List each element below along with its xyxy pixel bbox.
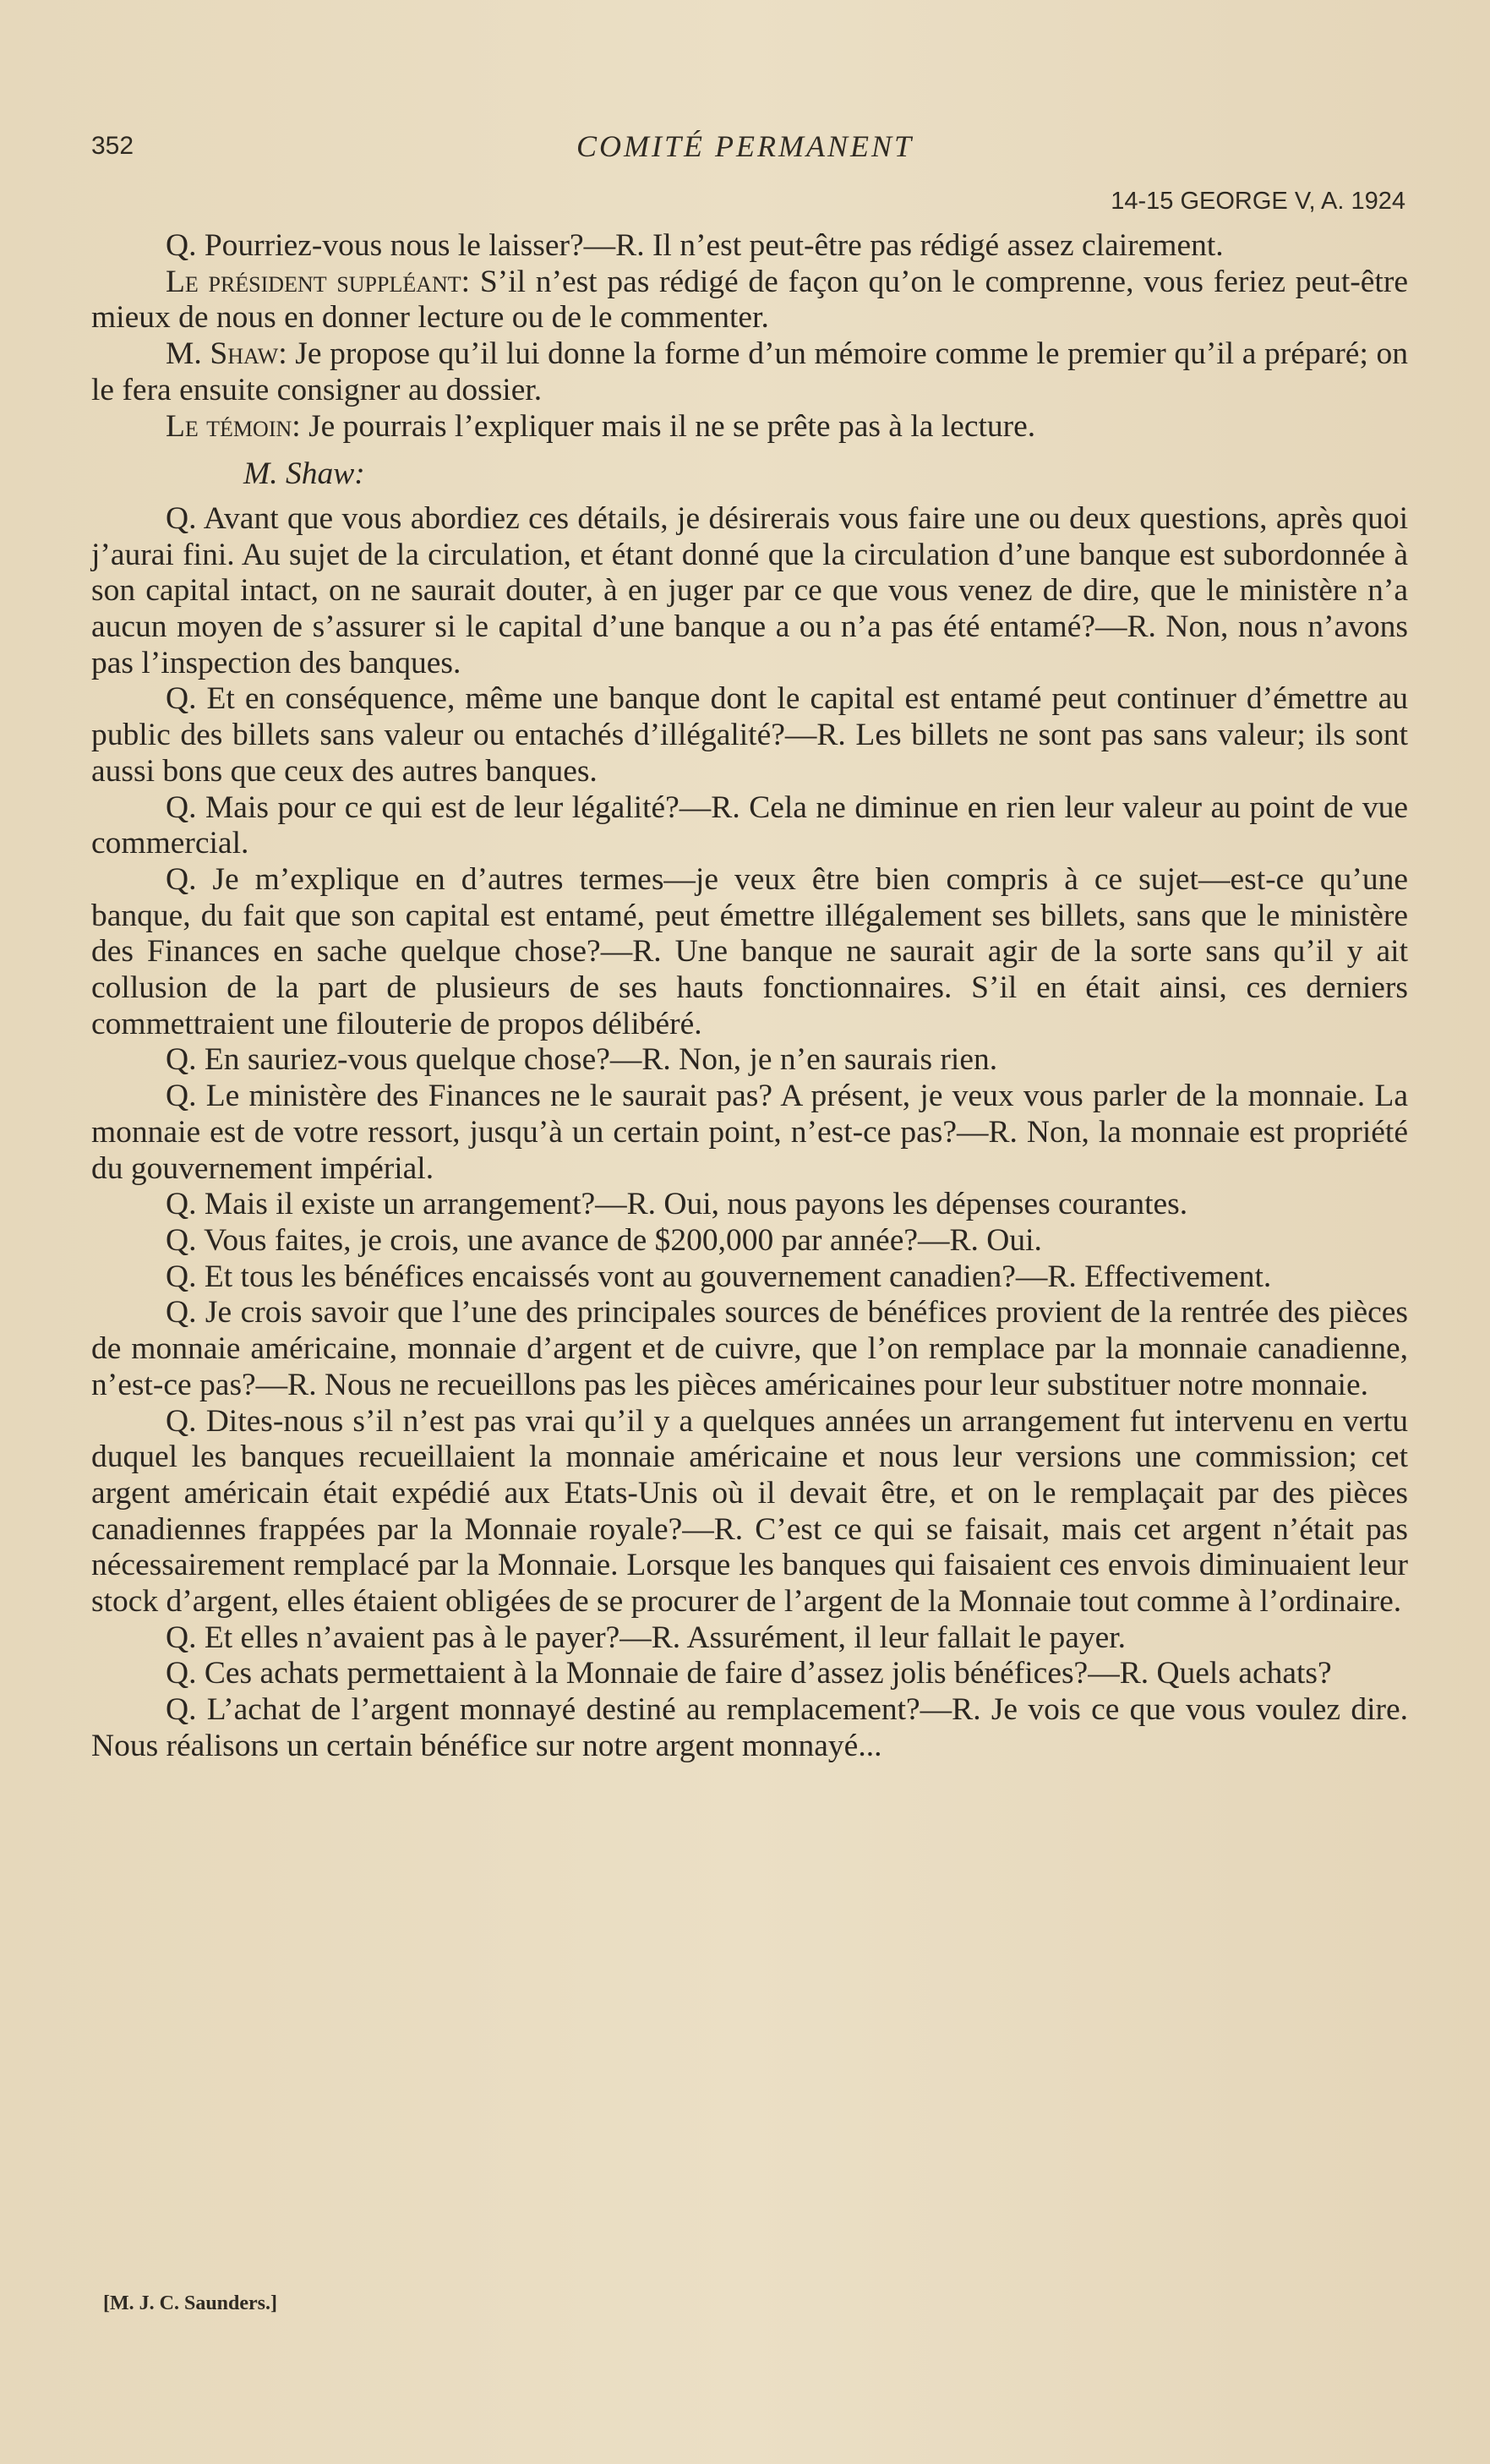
paragraph: Q. Je crois savoir que l’une des principales sources de bénéfices provient de la rentrée des pièces de monnaie américaine, monnaie d’argent et de cuivre, que l’on remplace par la monnaie canadienne, n’est-ce pas?—R. Nous ne recueillons pas les pièces américaines pour leur substituer notre monnaie. xyxy=(91,1295,1408,1402)
paragraph: Q. Mais pour ce qui est de leur légalité?—R. Cela ne diminue en rien leur valeur au point de vue commercial. xyxy=(91,789,1408,861)
transcript-body xyxy=(91,228,1408,1765)
paragraph: Q. Et elles n’avaient pas à le payer?—R. Assurément, il leur fallait le payer. xyxy=(166,1620,1127,1655)
paragraph: Q. Dites-nous s’il n’est pas vrai qu’il y a quelques années un arrangement fut intervenu en vertu duquel les banques recueillaient la monnaie américaine et nous leur versions une commission; cet argent américain était expédié aux Etats-Unis où il devait être, et on le remplaçait par des pièces canadiennes frappées par la Monnaie royale?—R. C’est ce qui se faisait, mais cet argent n’était pas nécessairement remplacé par la Monnaie. Lorsque les banques qui faisaient ces envois diminuaient leur stock d’argent, elles étaient obligées de se procurer de l’argent de la Monnaie tout comme à l’ordinaire. xyxy=(91,1403,1408,1620)
paragraph: Q. Mais il existe un arrangement?—R. Oui, nous payons les dépenses courantes. xyxy=(166,1187,1188,1222)
paragraph: Q. Et en conséquence, même une banque dont le capital est entamé peut continuer d’émettre au public des billets sans valeur ou entachés d’illégalité?—R. Les billets ne sont pas sans valeur; ils sont aussi bons que ceux des autres banques. xyxy=(91,681,1408,789)
paragraph: M. Shaw: Je propose qu’il lui donne la forme d’un mémoire comme le premier qu’il a préparé; on le fera ensuite consigner au dossier. xyxy=(91,336,1408,407)
paragraph: Le témoin: Je pourrais l’expliquer mais il ne se prête pas à la lecture. xyxy=(166,408,1036,444)
paragraph: Le président suppléant: S’il n’est pas rédigé de façon qu’on le comprenne, vous feriez peut-être mieux de nous en donner lecture ou de le commenter. xyxy=(91,264,1408,336)
paragraph: Q. Je m’explique en d’autres termes—je veux être bien compris à ce sujet—est-ce qu’une banque, du fait que son capital est entamé, peut émettre illégalement ses billets, sans que le ministère des Finances en sache quelque chose?—R. Une banque ne saurait agir de la sorte sans qu’il y ait collusion de la part de plusieurs de ses hauts fonctionnaires. S’il en était ainsi, ces derniers commettraient une filouterie de propos délibéré. xyxy=(91,861,1408,1041)
speaker-label: M. Shaw: xyxy=(166,336,287,372)
examiner-heading: M. Shaw: xyxy=(243,456,365,492)
session-reference: 14-15 GEORGE V, A. 1924 xyxy=(1111,188,1405,215)
paragraph: Q. Ces achats permettaient à la Monnaie de faire d’assez jolis bénéfices?—R. Quels achats? xyxy=(166,1656,1332,1691)
speaker-label: Le président suppléant: xyxy=(166,264,471,299)
paragraph: Q. Pourriez-vous nous le laisser?—R. Il n’est peut-être pas rédigé assez clairement. xyxy=(166,228,1224,263)
page-number: 352 xyxy=(91,132,134,160)
paragraph: Q. Avant que vous abordiez ces détails, je désirerais vous faire une ou deux questions, après quoi j’aurai fini. Au sujet de la circulation, et étant donné que la circulation d’une banque est subordonnée à son capital intact, on ne saurait douter, à en juger par ce que vous venez de dire, que le ministère n’a aucun moyen de s’assurer si le capital d’une banque a ou n’a pas été entamé?—R. Non, nous n’avons pas l’inspection des banques. xyxy=(91,500,1408,680)
running-title: COMITÉ PERMANENT xyxy=(576,129,914,163)
paragraph: Q. Vous faites, je crois, une avance de $200,000 par année?—R. Oui. xyxy=(166,1222,1042,1258)
paragraph: Q. Le ministère des Finances ne le saurait pas? A présent, je veux vous parler de la monnaie. La monnaie est de votre ressort, jusqu’à un certain point, n’est-ce pas?—R. Non, la monnaie est propriété du gouvernement impérial. xyxy=(91,1079,1408,1186)
paragraph: Q. En sauriez-vous quelque chose?—R. Non, je n’en saurais rien. xyxy=(166,1042,998,1078)
paragraph: Q. Et tous les bénéfices encaissés vont au gouvernement canadien?—R. Effectivement. xyxy=(166,1259,1272,1294)
paragraph: Q. L’achat de l’argent monnayé destiné au remplacement?—R. Je vois ce que vous voulez dire. Nous réalisons un certain bénéfice sur notre argent monnayé... xyxy=(91,1692,1408,1763)
witness-note: [M. J. C. Saunders.] xyxy=(103,2292,278,2314)
speaker-label: Le témoin: xyxy=(166,408,301,444)
